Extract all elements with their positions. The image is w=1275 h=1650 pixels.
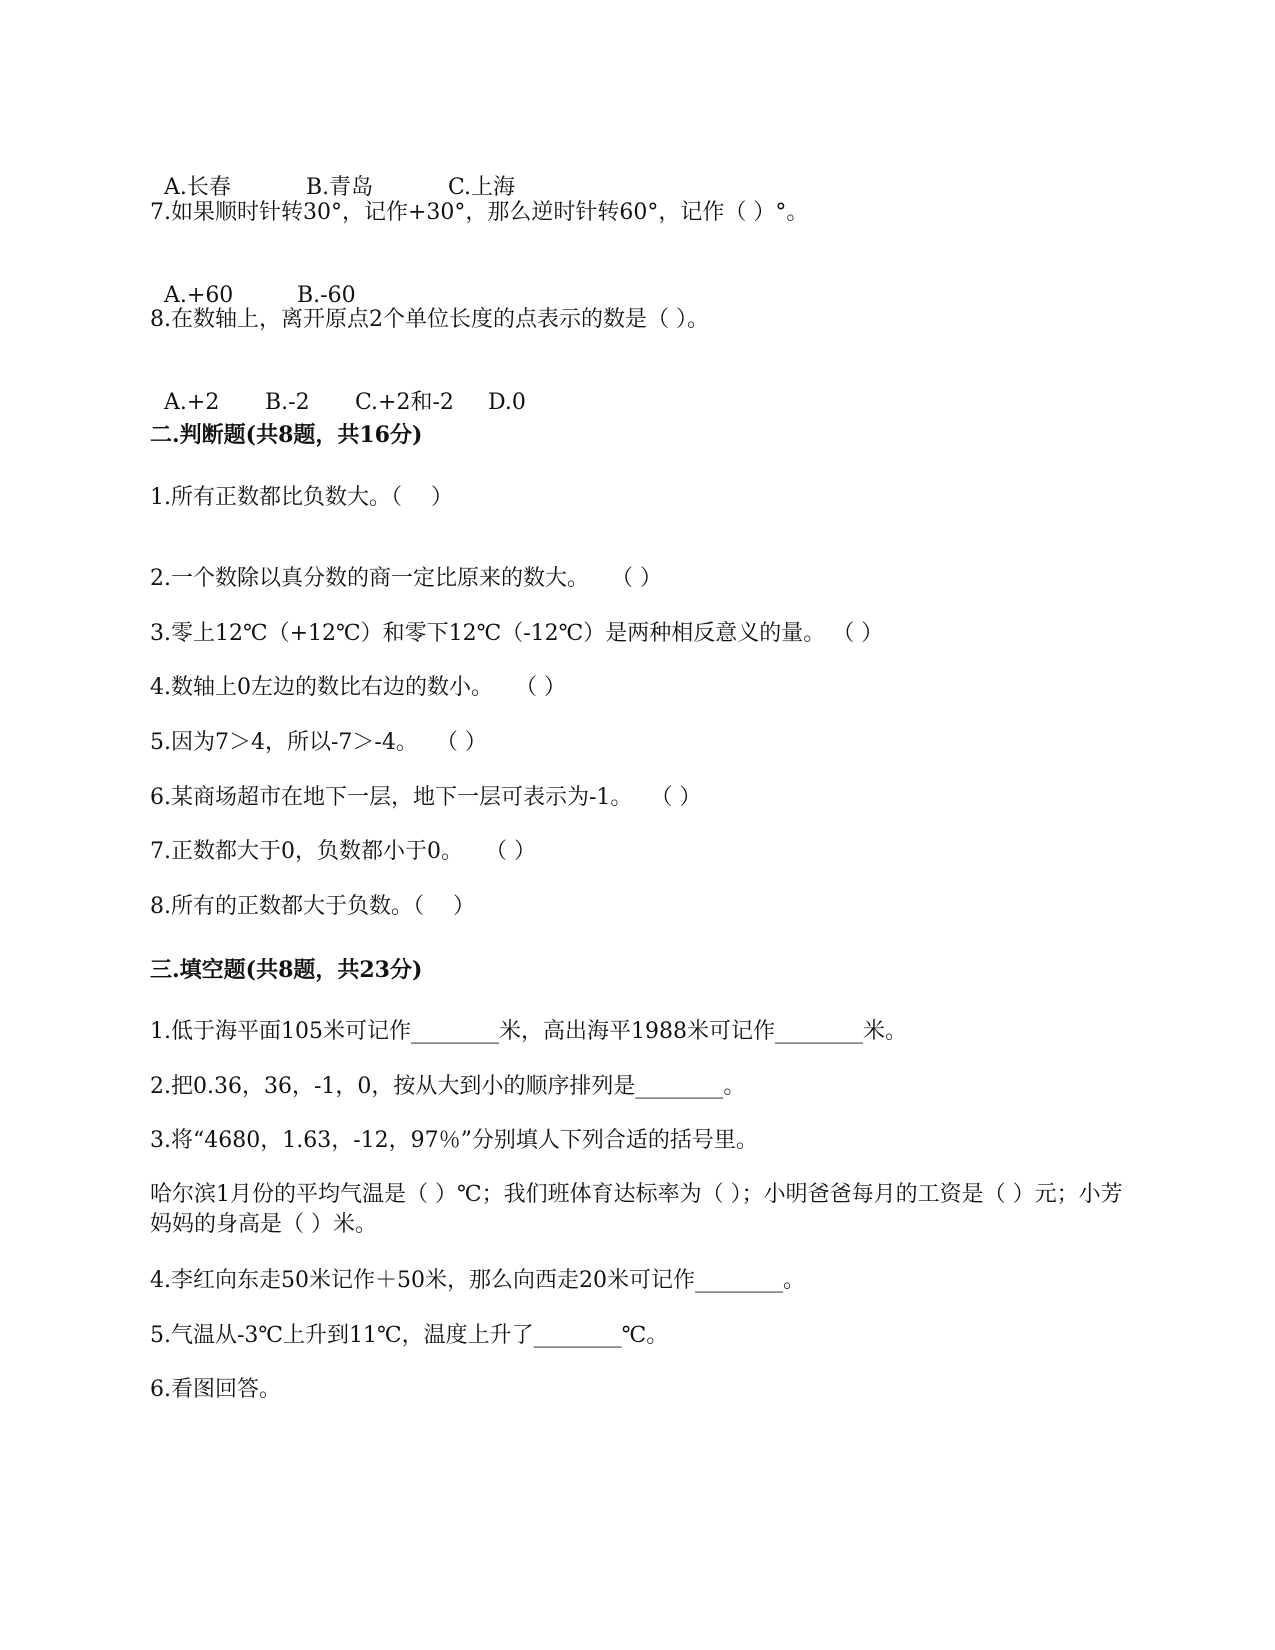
question-8: 8.在数轴上，离开原点2个单位长度的点表示的数是（ ）。 xyxy=(150,307,709,332)
judge-item-6: 6.某商场超市在地下一层，地下一层可表示为-1。 （ ） xyxy=(150,785,702,810)
judge-item-7: 7.正数都大于0，负数都小于0。 （ ） xyxy=(150,839,536,864)
question-7: 7.如果顺时针转30°，记作+30°，那么逆时针转60°，记作（ ）°。 xyxy=(150,200,809,225)
option-b: B.-2 xyxy=(265,390,310,415)
fill-item-5: 5.气温从-3℃上升到11℃，温度上升了________℃。 xyxy=(150,1323,669,1348)
option-a: A.+2 xyxy=(164,390,220,415)
judge-item-5: 5.因为7＞4，所以-7＞-4。 （ ） xyxy=(150,730,487,755)
option-c: C.上海 xyxy=(448,175,516,200)
fill-item-3: 3.将“4680，1.63，-12，97％”分别填人下列合适的括号里。 xyxy=(150,1128,758,1153)
option-b: B.青岛 xyxy=(306,175,374,200)
section-2-title: 二.判断题(共8题，共16分) xyxy=(150,422,423,448)
judge-item-3: 3.零上12℃（+12℃）和零下12℃（-12℃）是两种相反意义的量。 （ ） xyxy=(150,621,884,646)
fill-item-6: 6.看图回答。 xyxy=(150,1377,281,1402)
section-3-title: 三.填空题(共8题，共23分) xyxy=(150,957,423,983)
option-a: A.+60 xyxy=(164,283,234,308)
judge-item-2: 2.一个数除以真分数的商一定比原来的数大。 （ ） xyxy=(150,566,662,591)
fill-item-1: 1.低于海平面105米可记作________米，高出海平1988米可记作________米。 xyxy=(150,1019,907,1044)
question-8-options xyxy=(150,358,526,418)
option-d: D.0 xyxy=(488,390,526,415)
fill-item-2: 2.把0.36，36，-1，0，按从大到小的顺序排列是________。 xyxy=(150,1074,746,1099)
question-7-options xyxy=(150,251,356,311)
judge-item-1: 1.所有正数都比负数大。（ ） xyxy=(150,485,453,510)
fill-item-3-detail: 哈尔滨1月份的平均气温是（ ）℃；我们班体育达标率为（ ）；小明爸爸每月的工资是（ ）元；小芳妈妈的身高是（ ）米。 xyxy=(150,1182,1123,1237)
option-b: B.-60 xyxy=(297,283,356,308)
question-6-options xyxy=(150,143,515,203)
option-c: C.+2和-2 xyxy=(355,390,454,415)
fill-item-4: 4.李红向东走50米记作＋50米，那么向西走20米可记作________。 xyxy=(150,1268,805,1293)
option-a: A.长春 xyxy=(164,175,231,200)
judge-item-8: 8.所有的正数都大于负数。（ ） xyxy=(150,894,475,919)
judge-item-4: 4.数轴上0左边的数比右边的数小。 （ ） xyxy=(150,675,566,700)
